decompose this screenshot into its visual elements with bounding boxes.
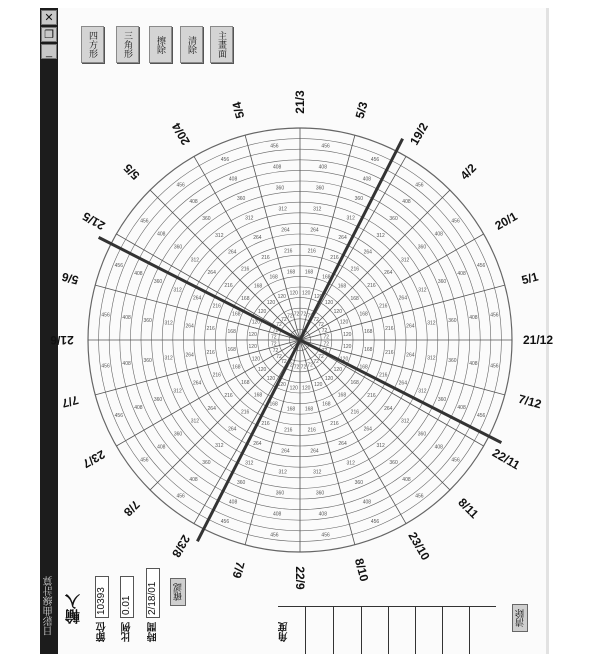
ring-value: 216 — [379, 303, 388, 310]
angle-divider — [415, 606, 416, 654]
ring-value: 264 — [406, 352, 415, 359]
ring-value: 72 — [318, 321, 324, 328]
ring-value: 72 — [321, 348, 328, 355]
date-label: 21/3 — [293, 90, 307, 114]
ring-value: 312 — [418, 287, 427, 294]
ring-value: 168 — [241, 296, 250, 303]
ring-value: 360 — [389, 459, 398, 466]
ring-value: 264 — [281, 227, 290, 234]
ring-value: 264 — [310, 448, 319, 455]
ring-value: 120 — [257, 367, 267, 374]
ring-value: 360 — [448, 317, 457, 324]
ring-value: 312 — [427, 320, 436, 327]
ring-value: 120 — [277, 382, 286, 389]
ring-value: 216 — [284, 427, 293, 434]
ring-value: 216 — [350, 266, 360, 273]
ring-value: 360 — [354, 480, 363, 487]
ring-value: 456 — [270, 143, 279, 150]
ring-value: 120 — [266, 375, 276, 382]
ring-value: 312 — [376, 443, 385, 450]
window-title: 日影曲線計算 — [44, 576, 55, 636]
ring-value: 168 — [269, 401, 278, 408]
ring-value: 408 — [228, 499, 238, 506]
ring-value: 120 — [343, 344, 352, 351]
ring-value: 264 — [406, 323, 415, 330]
ring-value: 168 — [350, 379, 359, 386]
ring-value: 216 — [240, 409, 250, 416]
date-label: 23/8 — [169, 532, 193, 560]
ring-value: 264 — [193, 295, 202, 302]
ring-value: 216 — [261, 421, 270, 428]
spoke — [95, 340, 300, 395]
date-label: 23/7 — [80, 447, 108, 471]
ring-value: 72 — [287, 362, 293, 369]
ring-value: 312 — [190, 257, 200, 264]
ring-value: 456 — [477, 413, 486, 420]
ring-value: 168 — [241, 379, 250, 386]
ring-value: 408 — [134, 271, 143, 278]
ring-value: 168 — [304, 406, 314, 413]
ring-value: 168 — [286, 269, 296, 276]
angle-divider — [333, 606, 334, 654]
ring-value: 456 — [114, 262, 123, 269]
ring-value: 408 — [457, 271, 466, 278]
ring-value: 456 — [176, 182, 185, 189]
angle-divider — [388, 606, 389, 654]
ring-value: 408 — [318, 164, 328, 171]
ring-value: 264 — [384, 270, 393, 277]
spoke — [300, 340, 505, 395]
ring-value: 312 — [164, 320, 173, 327]
ring-value: 168 — [232, 364, 241, 371]
ring-value: 120 — [324, 375, 334, 382]
ring-value: 72 — [281, 359, 287, 366]
ring-value: 168 — [269, 274, 278, 281]
date-label: 21/5 — [80, 209, 108, 233]
ring-value: 408 — [157, 231, 166, 238]
ring-value: 408 — [434, 231, 443, 238]
ring-value: 312 — [346, 215, 355, 222]
ring-value: 456 — [101, 363, 110, 370]
ring-value: 312 — [313, 206, 322, 213]
ring-value: 168 — [364, 329, 373, 336]
ring-value: 72 — [293, 311, 300, 318]
ring-value: 216 — [224, 392, 233, 399]
ring-value: 264 — [363, 249, 372, 256]
ring-value: 408 — [189, 476, 198, 483]
ring-value: 360 — [237, 195, 246, 202]
ring-value: 216 — [284, 248, 293, 255]
ring-value: 216 — [385, 349, 394, 356]
ring-value: 312 — [376, 232, 385, 239]
ring-value: 408 — [189, 199, 198, 206]
ring-value: 72 — [300, 311, 307, 318]
ring-value: 72 — [313, 359, 319, 366]
ring-value: 168 — [322, 274, 331, 281]
ring-value: 312 — [215, 232, 224, 239]
ring-value: 216 — [212, 372, 221, 379]
date-label: 22/11 — [489, 445, 523, 473]
ring-value: 360 — [173, 431, 183, 438]
ring-value: 216 — [367, 283, 376, 290]
ring-value: 216 — [379, 372, 388, 379]
ring-value: 120 — [266, 300, 276, 307]
ring-value: 168 — [253, 283, 263, 290]
ring-value: 264 — [253, 235, 262, 242]
ring-value: 264 — [207, 270, 216, 277]
angle-label: 角度 — [279, 622, 290, 642]
main-screen-button[interactable]: 主畫面 — [210, 26, 233, 63]
ring-value: 456 — [415, 493, 424, 500]
ring-value: 72 — [272, 327, 279, 334]
ring-value: 312 — [278, 206, 287, 213]
minimize-button[interactable]: _ — [41, 44, 57, 59]
spoke — [300, 285, 505, 340]
date-label: 20/4 — [169, 120, 193, 148]
ring-value: 264 — [185, 352, 194, 359]
ring-value: 408 — [434, 444, 443, 451]
ring-value: 360 — [173, 244, 183, 251]
ring-value: 456 — [477, 262, 486, 269]
ring-value: 120 — [248, 344, 257, 351]
ring-value: 120 — [339, 356, 349, 363]
ring-value: 408 — [122, 315, 131, 322]
ring-value: 120 — [277, 293, 286, 300]
ring-value: 312 — [427, 355, 436, 362]
ring-value: 72 — [318, 354, 324, 361]
clear-button[interactable]: 清除 — [180, 26, 203, 63]
ring-value: 264 — [398, 295, 407, 302]
ring-value: 168 — [359, 364, 368, 371]
ring-value: 216 — [206, 349, 215, 356]
ring-value: 312 — [245, 215, 254, 222]
ring-value: 168 — [337, 392, 347, 399]
ring-value: 216 — [330, 421, 339, 428]
ring-value: 408 — [457, 404, 466, 411]
spoke — [150, 190, 300, 340]
ring-value: 264 — [338, 440, 347, 447]
ring-value: 456 — [321, 532, 330, 539]
ring-value: 120 — [257, 308, 267, 315]
ring-value: 216 — [307, 427, 316, 434]
ring-value: 360 — [202, 459, 211, 466]
ring-value: 120 — [251, 319, 261, 326]
ring-value: 312 — [245, 460, 254, 467]
ring-value: 72 — [287, 313, 293, 320]
ring-value: 72 — [270, 341, 277, 348]
ring-value: 120 — [339, 319, 349, 326]
ring-value: 120 — [314, 293, 323, 300]
scale-field[interactable]: 0.01 — [120, 576, 134, 618]
ring-value: 408 — [469, 360, 478, 367]
spoke — [116, 231, 300, 340]
ring-value: 456 — [270, 532, 279, 539]
date-label: 5/5 — [120, 160, 143, 183]
ring-value: 120 — [343, 331, 352, 338]
ring-value: 168 — [286, 406, 296, 413]
spoke — [95, 285, 300, 340]
ring-value: 216 — [385, 326, 394, 333]
ring-value: 408 — [362, 176, 372, 183]
ring-value: 168 — [350, 296, 359, 303]
ring-value: 120 — [289, 385, 298, 392]
ring-value: 312 — [346, 460, 355, 467]
field-label-scale: 比例 — [122, 622, 133, 642]
ring-value: 456 — [490, 363, 499, 370]
ring-value: 120 — [314, 382, 323, 389]
ring-value: 456 — [101, 312, 110, 319]
ring-value: 312 — [164, 355, 173, 362]
ring-value: 408 — [134, 404, 143, 411]
date-label: 8/10 — [351, 556, 372, 583]
ring-value: 264 — [253, 440, 262, 447]
ring-value: 360 — [143, 317, 152, 324]
ring-value: 360 — [354, 195, 363, 202]
ring-value: 360 — [315, 185, 325, 192]
date-label: 5/3 — [352, 100, 371, 120]
ring-value: 264 — [338, 235, 347, 242]
ring-value: 360 — [417, 244, 427, 251]
angle-divider — [469, 606, 470, 654]
ring-value: 456 — [370, 156, 380, 163]
ring-value: 264 — [384, 405, 393, 412]
date-label: 5/6 — [60, 269, 80, 288]
time-field[interactable]: 2/18/01 — [146, 568, 160, 618]
ring-value: 312 — [173, 287, 182, 294]
date-label: 22/9 — [293, 566, 307, 590]
ring-value: 264 — [193, 380, 202, 387]
ring-value: 456 — [370, 519, 380, 526]
date-label: 19/2 — [407, 120, 431, 148]
ring-value: 72 — [307, 313, 313, 320]
ring-value: 408 — [122, 360, 131, 367]
ring-value: 312 — [313, 469, 322, 476]
ring-value: 72 — [270, 334, 277, 341]
spoke — [300, 340, 484, 446]
date-label: 7/9 — [229, 560, 248, 580]
input-header: 輸入 — [65, 594, 82, 624]
date-label: 21/12 — [522, 333, 554, 347]
ring-value: 264 — [228, 249, 237, 256]
date-label: 23/10 — [405, 529, 433, 563]
ring-value: 72 — [321, 327, 328, 334]
ring-value: 264 — [185, 323, 194, 330]
ring-value: 264 — [207, 405, 216, 412]
ring-value: 120 — [248, 331, 257, 338]
ring-value: 216 — [330, 254, 339, 261]
confirm-button[interactable]: 確認 — [170, 578, 186, 606]
position-field[interactable]: 10393 — [95, 576, 109, 618]
ring-value: 360 — [275, 185, 285, 192]
ring-value: 168 — [337, 283, 347, 290]
angle-divider — [361, 606, 362, 654]
ring-value: 264 — [398, 380, 407, 387]
ring-value: 216 — [367, 392, 376, 399]
ring-value: 168 — [232, 311, 241, 318]
ring-value: 456 — [451, 218, 460, 225]
ring-value: 168 — [227, 329, 236, 336]
ring-value: 120 — [324, 300, 334, 307]
ring-value: 168 — [253, 392, 263, 399]
ring-value: 456 — [140, 218, 149, 225]
ring-value: 408 — [272, 511, 282, 518]
ring-value: 168 — [359, 311, 368, 318]
date-label: 21/6 — [50, 333, 74, 347]
ring-value: 312 — [173, 388, 182, 395]
ring-value: 72 — [323, 341, 330, 348]
ring-value: 168 — [322, 401, 331, 408]
ring-value: 360 — [417, 431, 427, 438]
ring-value: 312 — [418, 388, 427, 395]
ring-value: 264 — [228, 426, 237, 433]
date-label: 5/1 — [520, 269, 540, 288]
spoke — [150, 340, 300, 490]
date-label: 20/1 — [492, 209, 520, 233]
erase-button[interactable]: 擦除 — [149, 26, 172, 63]
ring-value: 456 — [176, 493, 185, 500]
ring-value: 312 — [400, 257, 410, 264]
spoke — [300, 340, 450, 490]
ring-value: 216 — [224, 283, 233, 290]
ring-value: 408 — [318, 511, 328, 518]
ring-value: 72 — [313, 316, 319, 323]
ring-value: 360 — [275, 490, 285, 497]
ring-value: 360 — [237, 480, 246, 487]
date-label: 5/4 — [229, 100, 248, 120]
ring-value: 72 — [300, 364, 307, 371]
ring-value: 120 — [333, 367, 343, 374]
ring-value: 312 — [190, 418, 200, 425]
ring-value: 216 — [206, 326, 215, 333]
ring-value: 360 — [202, 216, 211, 223]
ring-value: 72 — [293, 364, 300, 371]
ring-value: 408 — [469, 315, 478, 322]
date-label: 8/11 — [455, 495, 482, 522]
ring-value: 72 — [323, 334, 330, 341]
field-label-time: 時間 — [148, 622, 159, 642]
ring-value: 360 — [143, 358, 152, 365]
ring-value: 456 — [220, 519, 230, 526]
ring-value: 456 — [490, 312, 499, 319]
ring-value: 264 — [281, 448, 290, 455]
square-button[interactable]: 四方形 — [81, 26, 104, 63]
ring-value: 72 — [276, 321, 282, 328]
ring-value: 120 — [251, 356, 261, 363]
ring-value: 120 — [333, 308, 343, 315]
close-button[interactable]: ✕ — [41, 10, 57, 25]
angle-divider — [442, 606, 443, 654]
triangle-button[interactable]: 三角形 — [116, 26, 139, 63]
ring-value: 168 — [364, 346, 373, 353]
field-label-position: 節位 — [97, 622, 108, 642]
ring-value: 360 — [437, 279, 447, 286]
date-label: 7/12 — [516, 391, 543, 412]
ring-value: 264 — [363, 426, 372, 433]
angle-divider — [305, 606, 306, 654]
date-label: 7/8 — [120, 497, 143, 520]
ring-value: 456 — [220, 156, 230, 163]
ring-value: 360 — [315, 490, 325, 497]
ring-value: 456 — [415, 182, 424, 189]
ring-value: 312 — [278, 469, 287, 476]
angle-panel-top-line — [278, 606, 496, 607]
ring-value: 360 — [153, 279, 163, 286]
date-label: 4/2 — [457, 160, 480, 183]
ring-value: 72 — [281, 316, 287, 323]
ring-value: 408 — [228, 176, 238, 183]
ring-value: 360 — [389, 216, 398, 223]
ring-value: 312 — [215, 443, 224, 450]
ring-value: 120 — [302, 290, 311, 297]
ring-value: 456 — [114, 413, 123, 420]
ring-value: 408 — [402, 199, 411, 206]
ring-value: 408 — [362, 499, 372, 506]
ring-value: 168 — [227, 346, 236, 353]
ring-value: 120 — [289, 290, 298, 297]
ring-value: 216 — [261, 254, 270, 261]
spoke — [300, 190, 450, 340]
ring-value: 408 — [272, 164, 282, 171]
ring-value: 360 — [437, 396, 447, 403]
ring-value: 456 — [140, 457, 149, 464]
ring-value: 72 — [307, 362, 313, 369]
ring-value: 216 — [212, 303, 221, 310]
ring-value: 456 — [321, 143, 330, 150]
ring-value: 216 — [307, 248, 316, 255]
ring-value: 312 — [400, 418, 410, 425]
ring-value: 264 — [310, 227, 319, 234]
ring-value: 168 — [304, 269, 314, 276]
ring-value: 360 — [448, 358, 457, 365]
ring-value: 408 — [157, 444, 166, 451]
angle-clear-button[interactable]: 清除 — [512, 604, 528, 632]
restore-button[interactable]: ❐ — [41, 27, 57, 42]
ring-value: 456 — [451, 457, 460, 464]
ring-value: 120 — [302, 385, 311, 392]
ring-value: 216 — [240, 266, 250, 273]
date-label: 7/7 — [60, 392, 80, 411]
ring-value: 360 — [153, 396, 163, 403]
ring-value: 408 — [402, 476, 411, 483]
ring-value: 72 — [276, 354, 282, 361]
ring-value: 72 — [272, 348, 279, 355]
ring-value: 216 — [350, 409, 360, 416]
